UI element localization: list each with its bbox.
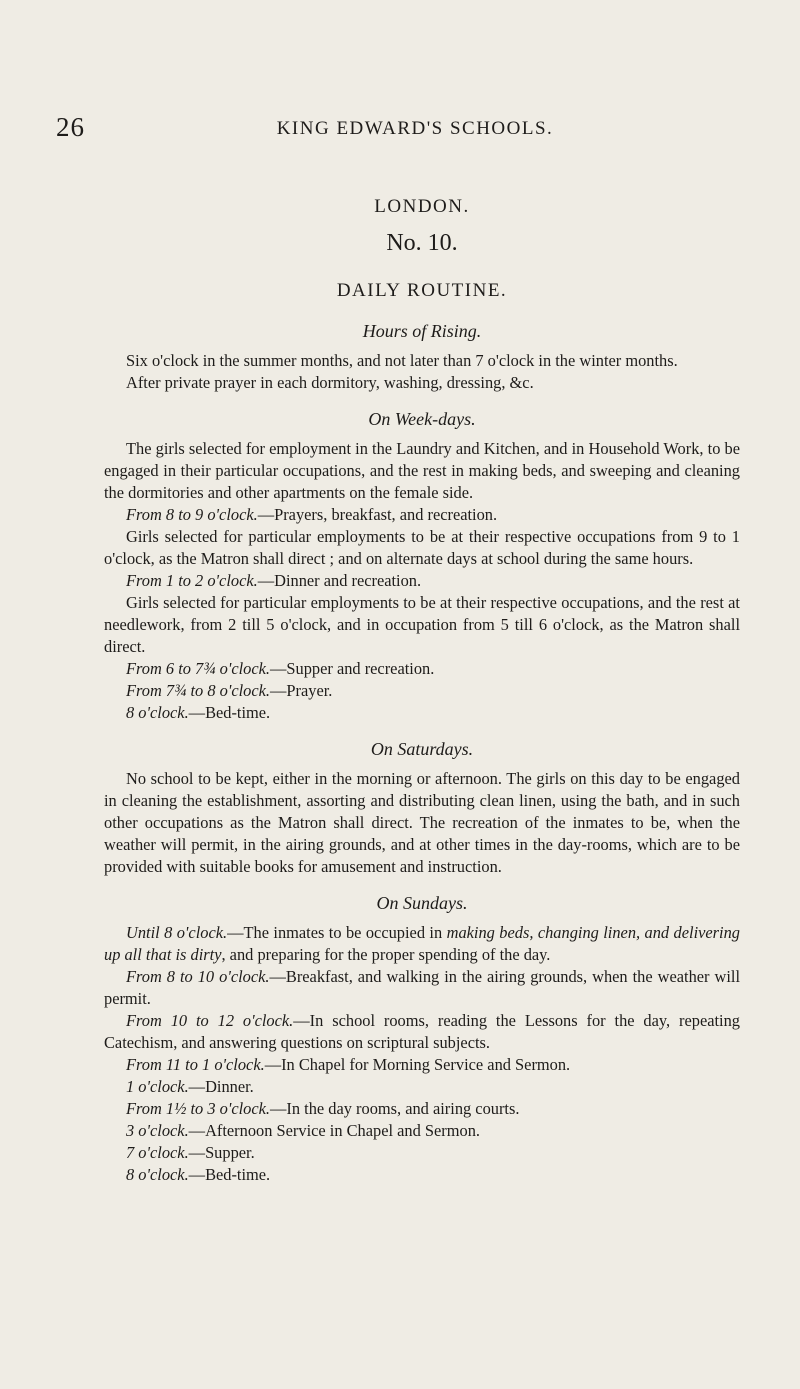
weekday-entry — [104, 570, 740, 592]
sunday-entry — [104, 1076, 740, 1098]
entry-time: From 8 to 9 o'clock. — [126, 505, 258, 524]
entry-text: —Afternoon Service in Chapel and Sermon. — [188, 1121, 480, 1140]
entry-emphasis: making beds, changing linen, and delivering up all that is dirty — [104, 923, 740, 964]
entry-text: —In Chapel for Morning Service and Sermon. — [264, 1055, 571, 1074]
sunday-entry — [104, 922, 740, 966]
entry-text: , and preparing for the proper spending of the day. — [221, 945, 551, 964]
weekday-entry — [104, 658, 740, 680]
section-title-weekdays: On Week-days. — [368, 409, 476, 429]
entry-time: From 8 to 10 o'clock. — [126, 967, 270, 986]
entry-text: Girls selected for particular employments to be at their respective occupations from 9 to 1 o'clock, as the Matron shall direct ; and on alternate days at school during the same hours. — [104, 527, 740, 568]
rising-paragraph: Six o'clock in the summer months, and not later than 7 o'clock in the winter months. — [126, 351, 678, 370]
entry-text: —Prayer. — [270, 681, 333, 700]
entry-text: —Dinner. — [188, 1077, 254, 1096]
entry-text: —Supper and recreation. — [270, 659, 435, 678]
entry-time: 7 o'clock. — [126, 1143, 189, 1162]
entry-time: From 11 to 1 o'clock. — [126, 1055, 265, 1074]
entry-time: Until 8 o'clock. — [126, 923, 228, 942]
rising-paragraph: After private prayer in each dormitory, washing, dressing, &c. — [126, 373, 534, 392]
sunday-entry — [104, 1098, 740, 1120]
entry-time: From 7¾ to 8 o'clock. — [126, 681, 271, 700]
entry-time: 8 o'clock. — [126, 1165, 189, 1184]
weekday-entry — [104, 592, 740, 658]
entry-text: —Breakfast, and walking in the airing grounds, when the weather will permit. — [104, 967, 740, 1008]
section-title-rising: Hours of Rising. — [362, 321, 482, 341]
weekday-entry — [104, 526, 740, 570]
running-title: KING EDWARD'S SCHOOLS. — [276, 118, 554, 139]
place-heading: LONDON. — [374, 196, 470, 217]
sunday-entry — [104, 1120, 740, 1142]
weekday-entry — [104, 680, 740, 702]
sunday-entry — [104, 1054, 740, 1076]
entry-text: —The inmates to be occupied in — [227, 923, 447, 942]
entry-text: —Bed-time. — [188, 1165, 271, 1184]
entry-time: From 10 to 12 o'clock. — [126, 1011, 294, 1030]
weekday-entry — [104, 504, 740, 526]
document-number: No. 10. — [386, 230, 458, 256]
weekdays-intro: The girls selected for employment in the Laundry and Kitchen, and in Household Work, to be engaged in their particular occupations, and the rest in making beds, and sweeping and cleaning the dormitories and other apartments on the female side. — [104, 439, 740, 502]
entry-text: —In the day rooms, and airing courts. — [270, 1099, 520, 1118]
sunday-entry — [104, 966, 740, 1010]
weekday-entry — [104, 702, 740, 724]
sunday-entry — [104, 1010, 740, 1054]
saturdays-paragraph: No school to be kept, either in the morning or afternoon. The girls on this day to be engaged in cleaning the establishment, assorting and distributing clean linen, using the bath, and in such other occupations as the Matron shall direct. The recreation of the inmates to be, when the weather will permit, in the airing grounds, and at other times in the day-rooms, which are to be provided with suitable books for amusement and instruction. — [104, 769, 740, 876]
entry-time: 1 o'clock. — [126, 1077, 189, 1096]
entry-text: Girls selected for particular employments to be at their respective occupations, and the rest at needlework, from 2 till 5 o'clock, and in occupation from 5 till 6 o'clock, as the Matron shall direct. — [104, 593, 740, 656]
entry-text: —Supper. — [188, 1143, 255, 1162]
entry-text: —Bed-time. — [188, 703, 271, 722]
section-title-sundays: On Sundays. — [376, 893, 468, 913]
page-number: 26 — [56, 112, 85, 142]
entry-time: From 1 to 2 o'clock. — [126, 571, 258, 590]
page-body — [104, 196, 740, 1186]
sunday-entry — [104, 1142, 740, 1164]
entry-time: 8 o'clock. — [126, 703, 189, 722]
entry-text: —Prayers, breakfast, and recreation. — [257, 505, 498, 524]
routine-title: DAILY ROUTINE. — [336, 280, 508, 301]
entry-text: —In school rooms, reading the Lessons for the day, repeating Catechism, and answering questions on scriptural subjects. — [104, 1011, 740, 1052]
entry-text: —Dinner and recreation. — [257, 571, 422, 590]
entry-time: 3 o'clock. — [126, 1121, 189, 1140]
sunday-entry — [104, 1164, 740, 1186]
entry-time: From 6 to 7¾ o'clock. — [126, 659, 271, 678]
entry-time: From 1½ to 3 o'clock. — [126, 1099, 271, 1118]
section-title-saturdays: On Saturdays. — [370, 739, 474, 759]
